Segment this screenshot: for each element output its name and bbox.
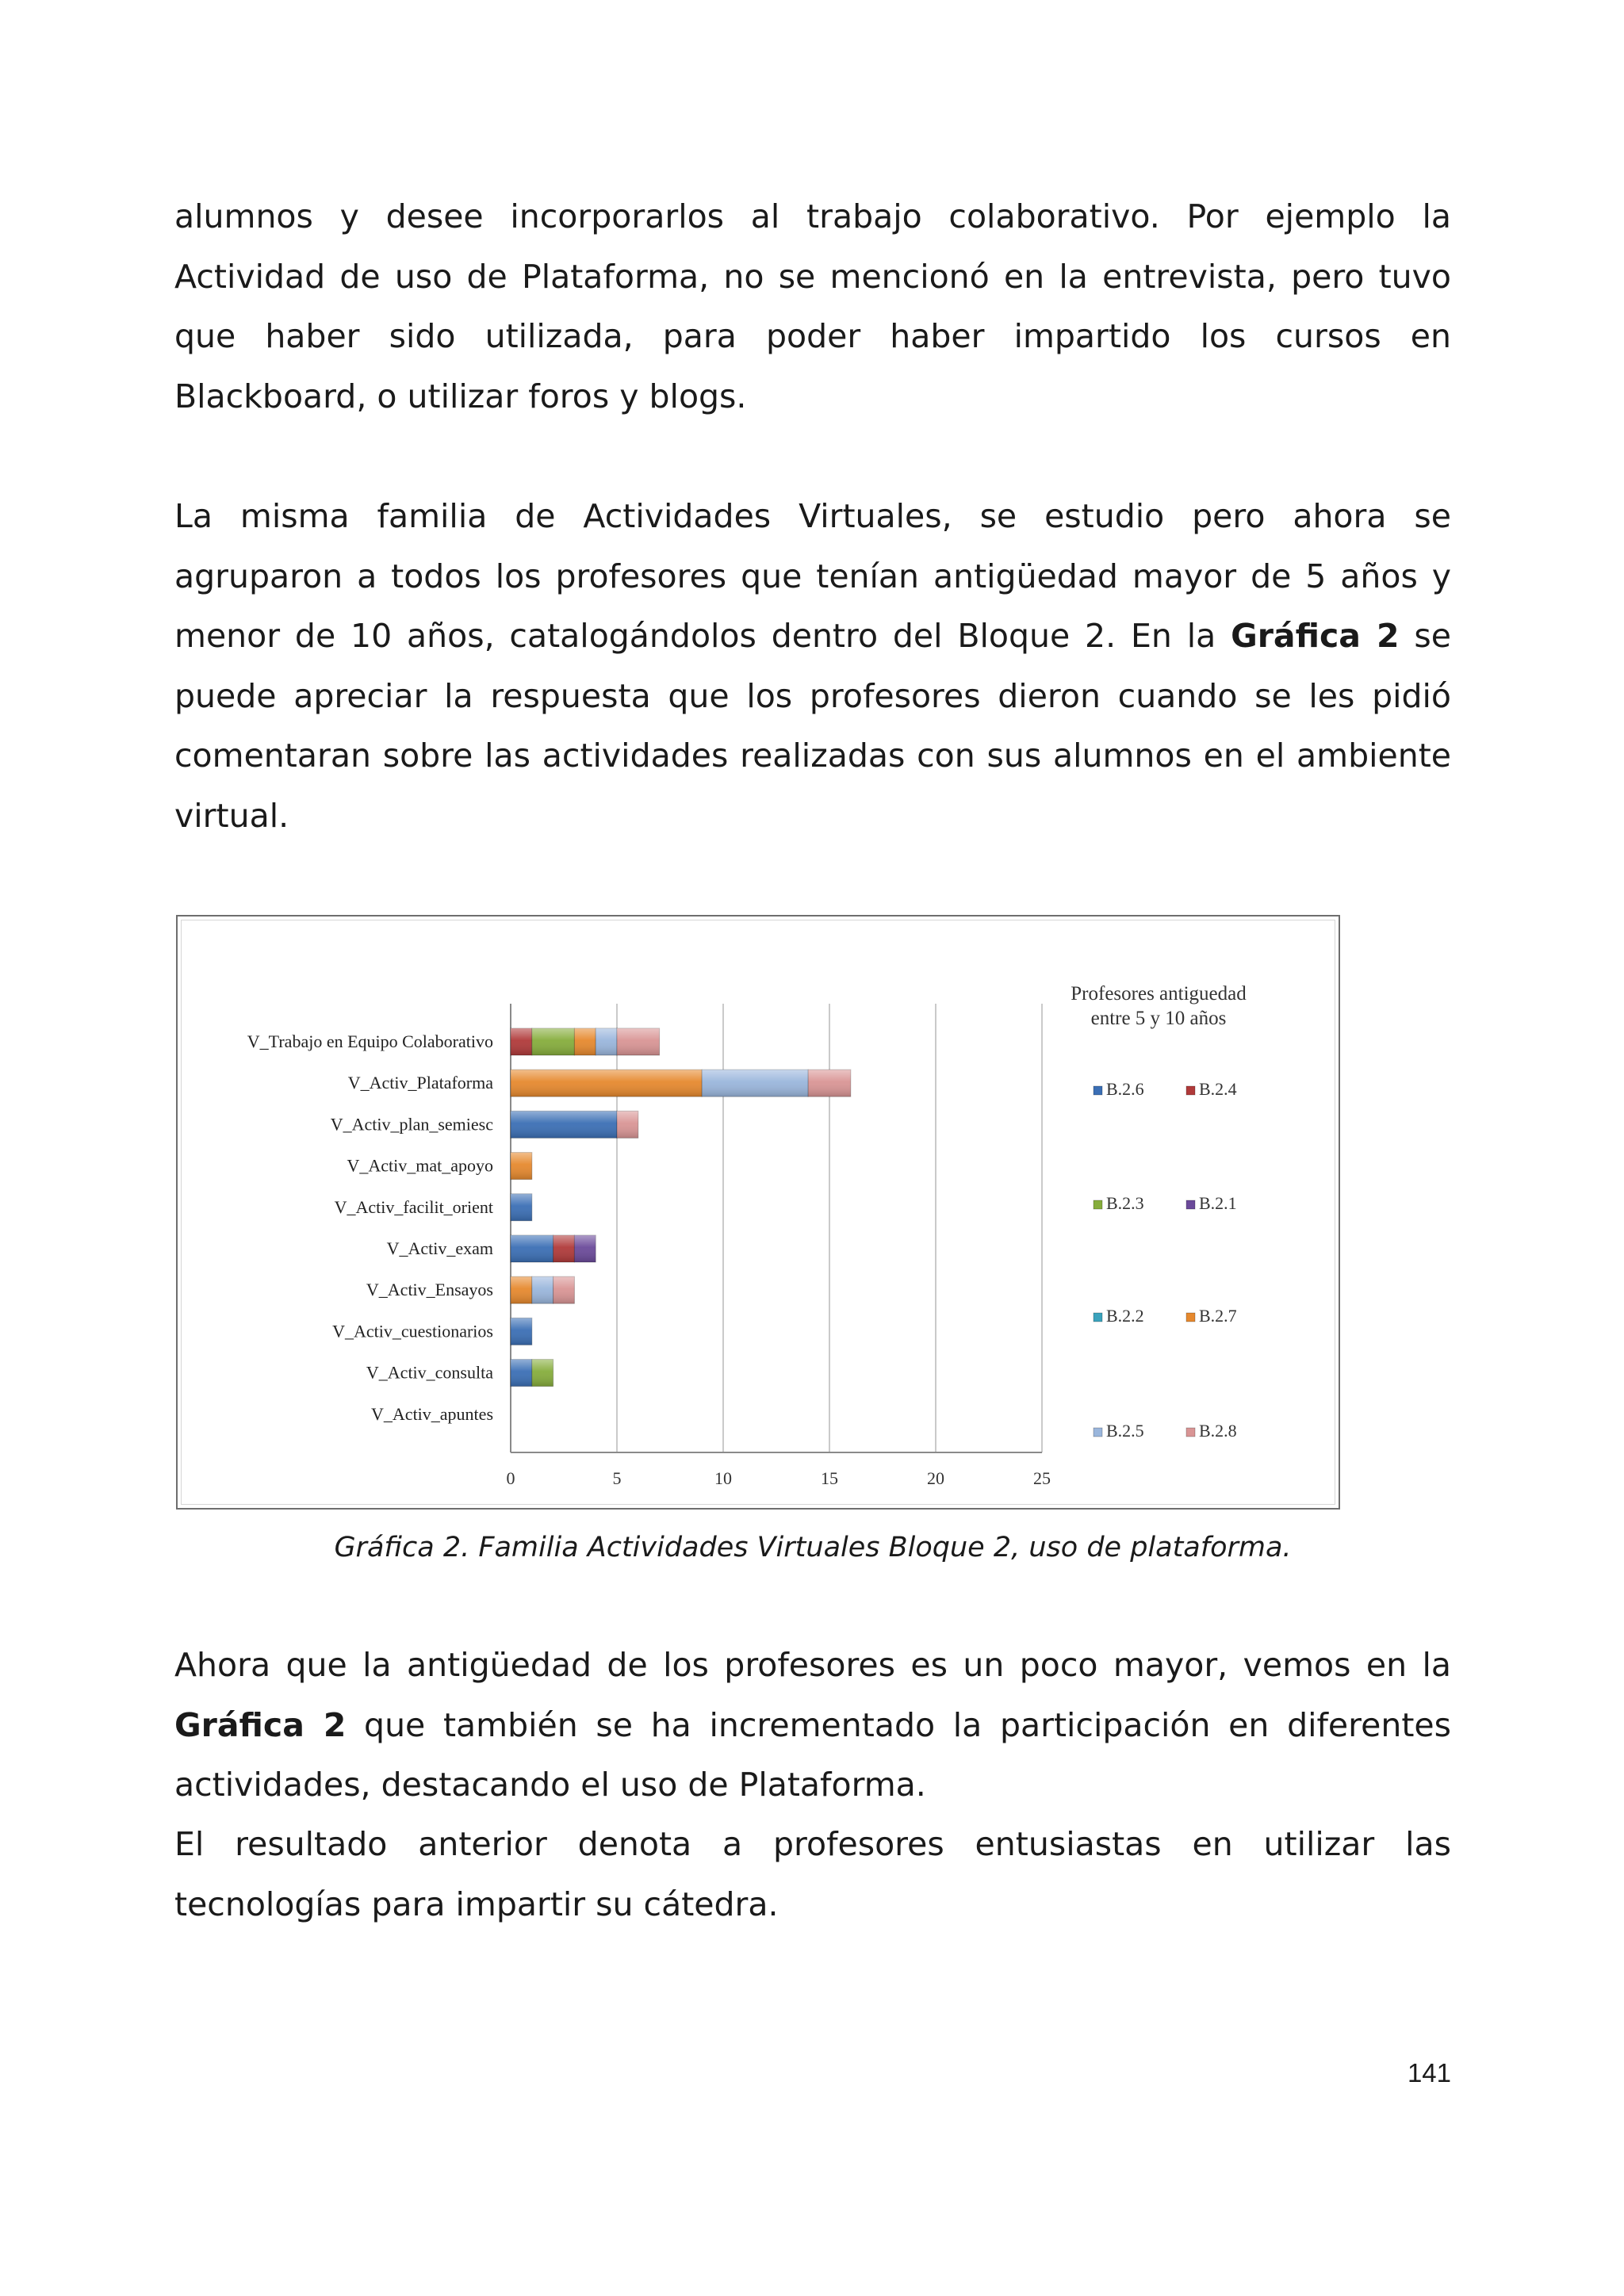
page-number: 141 xyxy=(1407,2058,1451,2087)
bar-segment xyxy=(532,1276,553,1303)
legend-swatch xyxy=(1094,1086,1102,1095)
bar-segment xyxy=(511,1028,532,1055)
legend-label: B.2.1 xyxy=(1199,1193,1237,1213)
legend-item xyxy=(1094,1193,1144,1213)
bar-segment xyxy=(511,1111,617,1138)
category-label: V_Activ_facilit_orient xyxy=(334,1196,493,1217)
legend-title-line-1: Profesores antiguedad xyxy=(1071,983,1247,1004)
paragraph-1: alumnos y desee incorporarlos al trabajo colaborativo. Por ejemplo la Actividad de uso de Plataforma, no se mencionó en la entrevista, pero tuvo que haber sido utilizada, para poder haber impartido los cursos en Blackboard, o utilizar foros y blogs. xyxy=(174,197,1451,415)
figure-reference: Gráfica 2 xyxy=(1231,617,1400,655)
bar-segment xyxy=(574,1235,596,1262)
chart-category-labels xyxy=(247,1031,493,1424)
paragraph-2-text-end: se puede apreciar la respuesta que los profesores dieron cuando se les pidió comentaran sobre las actividades realizadas con sus alumnos en el ambiente virtual. xyxy=(174,617,1451,835)
legend-label: B.2.5 xyxy=(1106,1421,1144,1441)
paragraph-3-text-end: que también se ha incrementado la participación en diferentes actividades, destacando el uso de Plataforma. xyxy=(174,1705,1451,1804)
category-label: V_Activ_Plataforma xyxy=(347,1073,493,1093)
chart-bars xyxy=(511,1028,851,1387)
legend-swatch xyxy=(1186,1428,1195,1437)
stacked-bar-chart xyxy=(178,916,1339,1508)
legend-label: B.2.4 xyxy=(1199,1079,1237,1099)
paragraph-3-text-start: Ahora que la antigüedad de los profesores es un poco mayor, vemos en la xyxy=(174,1646,1451,1684)
figure-reference: Gráfica 2 xyxy=(174,1705,347,1744)
bar-segment xyxy=(511,1360,532,1387)
x-tick-label: 5 xyxy=(612,1468,622,1488)
x-tick-label: 15 xyxy=(821,1468,838,1488)
paragraph-2 xyxy=(174,487,1451,846)
paragraph-3 xyxy=(174,1636,1451,1816)
x-tick-label: 20 xyxy=(927,1468,944,1488)
bar-segment xyxy=(702,1070,808,1096)
legend-label: B.2.6 xyxy=(1106,1079,1144,1099)
legend-swatch xyxy=(1094,1428,1102,1437)
legend-item xyxy=(1094,1079,1144,1099)
category-label: V_Activ_apuntes xyxy=(371,1403,493,1424)
figure-caption: Gráfica 2. Familia Actividades Virtuales Bloque 2, uso de plataforma. xyxy=(334,1532,1292,1563)
category-label: V_Activ_mat_apoyo xyxy=(347,1155,493,1176)
legend-item xyxy=(1094,1421,1144,1441)
bar-segment xyxy=(511,1235,553,1262)
category-label: V_Activ_consulta xyxy=(366,1362,493,1383)
bar-segment xyxy=(617,1111,638,1138)
bar-segment xyxy=(596,1028,617,1055)
bar-segment xyxy=(808,1070,851,1096)
legend-item xyxy=(1186,1193,1237,1213)
bar-segment xyxy=(511,1194,532,1221)
legend-swatch xyxy=(1186,1200,1195,1209)
x-tick-label: 0 xyxy=(506,1468,515,1488)
legend-label: B.2.3 xyxy=(1106,1193,1144,1213)
paragraph-4: El resultado anterior denota a profesores entusiastas en utilizar las tecnologías para impartir su cátedra. xyxy=(174,1825,1451,1923)
legend-swatch xyxy=(1186,1086,1195,1095)
legend-item xyxy=(1186,1421,1237,1441)
chart-legend xyxy=(1071,983,1247,1441)
legend-item xyxy=(1186,1079,1237,1099)
legend-label: B.2.8 xyxy=(1199,1421,1237,1441)
bar-segment xyxy=(511,1070,702,1096)
legend-swatch xyxy=(1094,1200,1102,1209)
legend-title-line-2: entre 5 y 10 años xyxy=(1090,1008,1227,1029)
legend-label: B.2.7 xyxy=(1199,1306,1237,1326)
x-tick-label: 25 xyxy=(1033,1468,1051,1488)
category-label: V_Trabajo en Equipo Colaborativo xyxy=(247,1031,493,1051)
chart-figure xyxy=(176,915,1340,1510)
bar-segment xyxy=(532,1360,553,1387)
category-label: V_Activ_plan_semiesc xyxy=(330,1114,493,1135)
legend-item xyxy=(1094,1306,1144,1326)
legend-item xyxy=(1186,1306,1237,1326)
bar-segment xyxy=(553,1235,575,1262)
bar-segment xyxy=(511,1276,532,1303)
paragraph-2-text-start: La misma familia de Actividades Virtuales, se estudio pero ahora se agruparon a todos los profesores que tenían antigüedad mayor de 5 años y menor de 10 años, catalogándolos dentro del Bloque 2. En la xyxy=(174,497,1451,655)
category-label: V_Activ_cuestionarios xyxy=(332,1321,493,1341)
x-tick-label: 10 xyxy=(714,1468,732,1488)
legend-swatch xyxy=(1094,1313,1102,1322)
bar-segment xyxy=(532,1028,575,1055)
bar-segment xyxy=(553,1276,575,1303)
chart-x-tick-labels xyxy=(507,1468,1051,1488)
legend-swatch xyxy=(1186,1313,1195,1322)
bar-segment xyxy=(617,1028,660,1055)
category-label: V_Activ_exam xyxy=(386,1238,493,1258)
category-label: V_Activ_Ensayos xyxy=(366,1280,493,1300)
bar-segment xyxy=(574,1028,596,1055)
legend-label: B.2.2 xyxy=(1106,1306,1144,1326)
bar-segment xyxy=(511,1153,532,1180)
bar-segment xyxy=(511,1318,532,1345)
